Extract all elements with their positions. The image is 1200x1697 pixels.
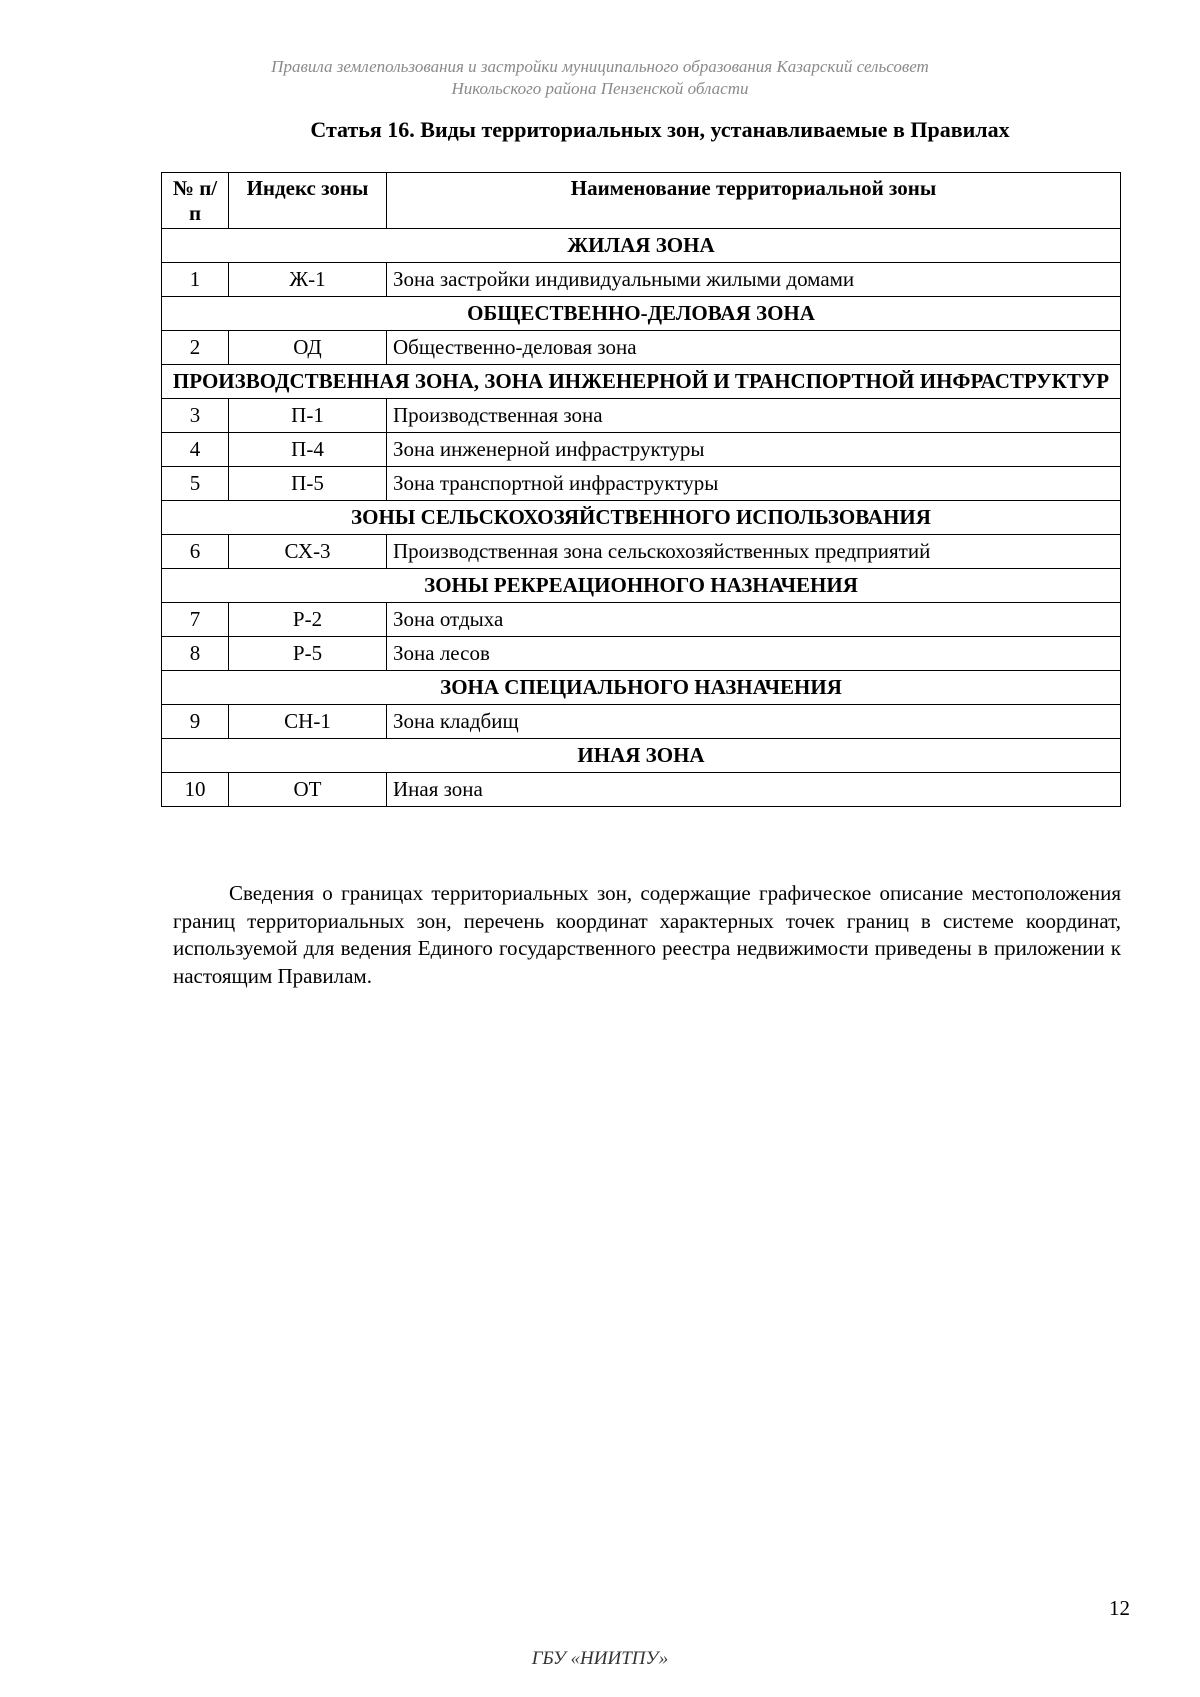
row-number: 10: [162, 773, 229, 807]
header-num: № п/п: [162, 173, 229, 229]
row-number: 3: [162, 399, 229, 433]
row-number: 5: [162, 467, 229, 501]
zone-name: Зона транспортной инфраструктуры: [387, 467, 1121, 501]
zone-group-row: [162, 671, 1121, 705]
page-number: 12: [1109, 1596, 1130, 1620]
table-row: [162, 637, 1121, 671]
zone-group-row: [162, 569, 1121, 603]
zones-table-body: [162, 229, 1121, 807]
zone-name: Зона отдыха: [387, 603, 1121, 637]
table-row: [162, 467, 1121, 501]
row-number: 1: [162, 263, 229, 297]
zone-group-row: [162, 365, 1121, 399]
zone-group-row: [162, 229, 1121, 263]
zone-group-title: ЗОНА СПЕЦИАЛЬНОГО НАЗНАЧЕНИЯ: [162, 671, 1121, 705]
table-row: [162, 433, 1121, 467]
table-row: [162, 399, 1121, 433]
zone-index: П-5: [229, 467, 387, 501]
row-number: 8: [162, 637, 229, 671]
zone-index: П-4: [229, 433, 387, 467]
zone-index: Р-5: [229, 637, 387, 671]
zone-index: Ж-1: [229, 263, 387, 297]
running-header: [0, 56, 1200, 100]
running-header-line-1: Правила землепользования и застройки муниципального образования Казарский сельсовет: [271, 57, 929, 76]
table-row: [162, 263, 1121, 297]
zone-index: СН-1: [229, 705, 387, 739]
row-number: 7: [162, 603, 229, 637]
zone-group-title: ЗОНЫ РЕКРЕАЦИОННОГО НАЗНАЧЕНИЯ: [162, 569, 1121, 603]
table-row: [162, 705, 1121, 739]
zone-name: Зона кладбищ: [387, 705, 1121, 739]
zone-name: Зона инженерной инфраструктуры: [387, 433, 1121, 467]
zone-group-row: [162, 739, 1121, 773]
running-header-line-2: Никольского района Пензенской области: [451, 79, 749, 98]
zone-group-title: ЖИЛАЯ ЗОНА: [162, 229, 1121, 263]
table-row: [162, 603, 1121, 637]
table-row: [162, 331, 1121, 365]
zone-group-title: ЗОНЫ СЕЛЬСКОХОЗЯЙСТВЕННОГО ИСПОЛЬЗОВАНИЯ: [162, 501, 1121, 535]
zone-index: П-1: [229, 399, 387, 433]
zone-group-title: ОБЩЕСТВЕННО-ДЕЛОВАЯ ЗОНА: [162, 297, 1121, 331]
zone-group-title: ИНАЯ ЗОНА: [162, 739, 1121, 773]
zone-name: Зона застройки индивидуальными жилыми домами: [387, 263, 1121, 297]
zone-name: Зона лесов: [387, 637, 1121, 671]
row-number: 4: [162, 433, 229, 467]
zones-table: [161, 172, 1121, 807]
zone-index: ОД: [229, 331, 387, 365]
header-index: Индекс зоны: [229, 173, 387, 229]
zone-index: СХ-3: [229, 535, 387, 569]
row-number: 6: [162, 535, 229, 569]
zone-index: Р-2: [229, 603, 387, 637]
zone-name: Общественно-деловая зона: [387, 331, 1121, 365]
footer-organization: ГБУ «НИИТПУ»: [531, 1648, 669, 1669]
table-row: [162, 535, 1121, 569]
zone-index: ОТ: [229, 773, 387, 807]
row-number: 2: [162, 331, 229, 365]
article-title: Статья 16. Виды территориальных зон, устанавливаемые в Правилах: [310, 117, 1010, 142]
row-number: 9: [162, 705, 229, 739]
zone-name: Производственная зона: [387, 399, 1121, 433]
zone-group-row: [162, 297, 1121, 331]
zone-group-row: [162, 501, 1121, 535]
table-row: [162, 773, 1121, 807]
zone-name: Производственная зона сельскохозяйственных предприятий: [387, 535, 1121, 569]
zone-name: Иная зона: [387, 773, 1121, 807]
zone-group-title: ПРОИЗВОДСТВЕННАЯ ЗОНА, ЗОНА ИНЖЕНЕРНОЙ И ТРАНСПОРТНОЙ ИНФРАСТРУКТУР: [162, 365, 1121, 399]
boundary-info-paragraph: Сведения о границах территориальных зон, содержащие графическое описание местоположения границ территориальных зон, перечень координат характерных точек границ в системе координат, используемой для ведения Единого государственного реестра недвижимости приведены в приложении к настоящим Правилам.: [173, 881, 1121, 988]
table-header-row: [162, 173, 1121, 229]
header-name: Наименование территориальной зоны: [387, 173, 1121, 229]
